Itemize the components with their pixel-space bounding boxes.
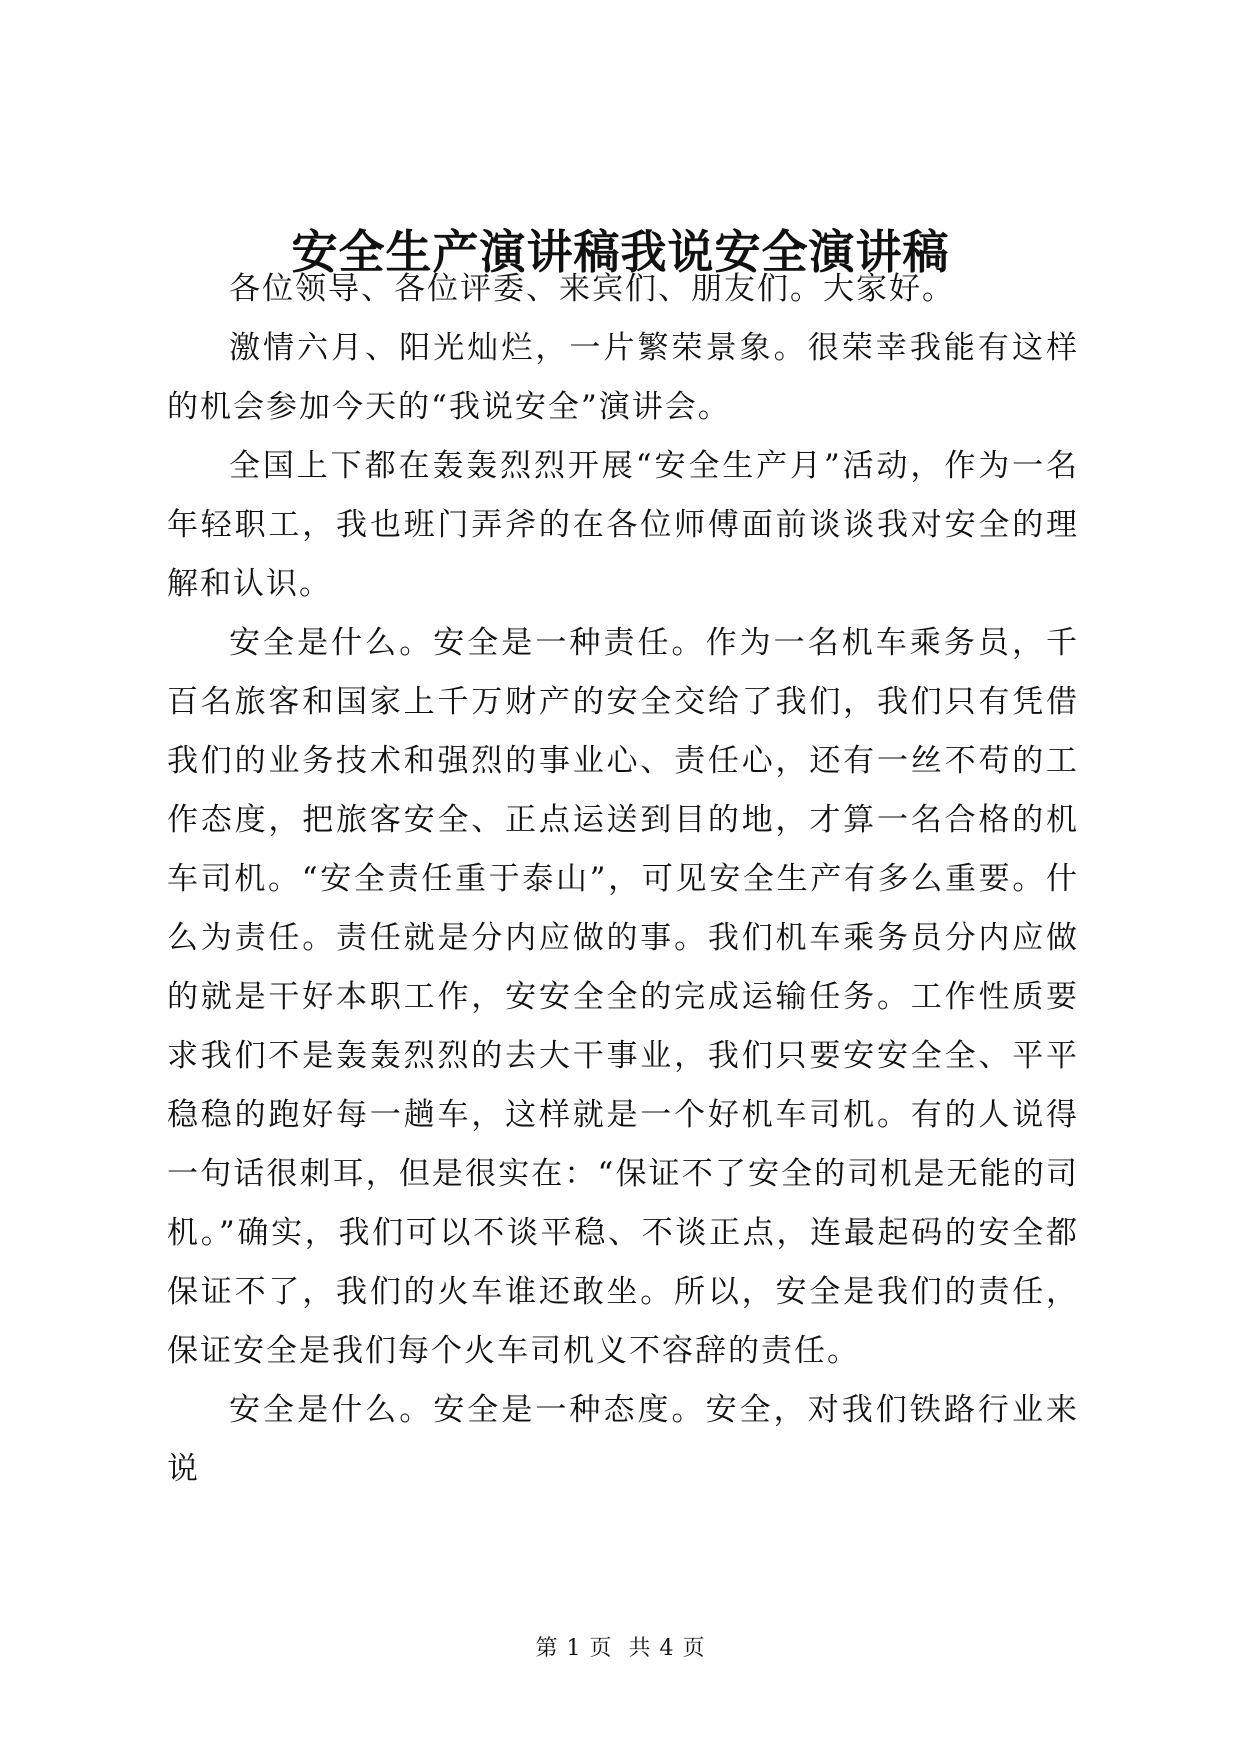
paragraph-safety-month: 全国上下都在轰轰烈烈开展“安全生产月”活动，作为一名年轻职工，我也班门弄斧的在各位师傅面前谈谈我对安全的理解和认识。 bbox=[167, 448, 1079, 602]
document-title: 安全生产演讲稿我说安全演讲稿 bbox=[291, 225, 950, 279]
page-footer bbox=[0, 1634, 1241, 1664]
paragraph-safety-attitude: 安全是什么。安全是一种态度。安全，对我们铁路行业来说 bbox=[167, 1392, 1079, 1487]
paragraph-safety-responsibility: 安全是什么。安全是一种责任。作为一名机车乘务员，千百名旅客和国家上千万财产的安全交给了我们，我们只有凭借我们的业务技术和强烈的事业心、责任心，还有一丝不苟的工作态度，把旅客安全、正点运送到目的地，才算一名合格的机车司机。“安全责任重于泰山”，可见安全生产有多么重要。什么为责任。责任就是分内应做的事。我们机车乘务员分内应做的就是干好本职工作，安安全全的完成运输任务。工作性质要求我们不是轰轰烈烈的去大干事业，我们只要安安全全、平平稳稳的跑好每一趟车，这样就是一个好机车司机。有的人说得一句话很刺耳，但是很实在：“保证不了安全的司机是无能的司机。”确实，我们可以不谈平稳、不谈正点，连最起码的安全都保证不了，我们的火车谁还敢坐。所以，安全是我们的责任，保证安全是我们每个火车司机义不容辞的责任。 bbox=[167, 625, 1079, 1369]
paragraph-intro: 激情六月、阳光灿烂，一片繁荣景象。很荣幸我能有这样的机会参加今天的“我说安全”演讲会。 bbox=[167, 330, 1079, 425]
document-body bbox=[167, 260, 1079, 1499]
page-number: 第 1 页 共 4 页 bbox=[535, 1636, 706, 1661]
paragraph-greeting: 各位领导、各位评委、来宾们、朋友们。大家好。 bbox=[229, 271, 955, 307]
